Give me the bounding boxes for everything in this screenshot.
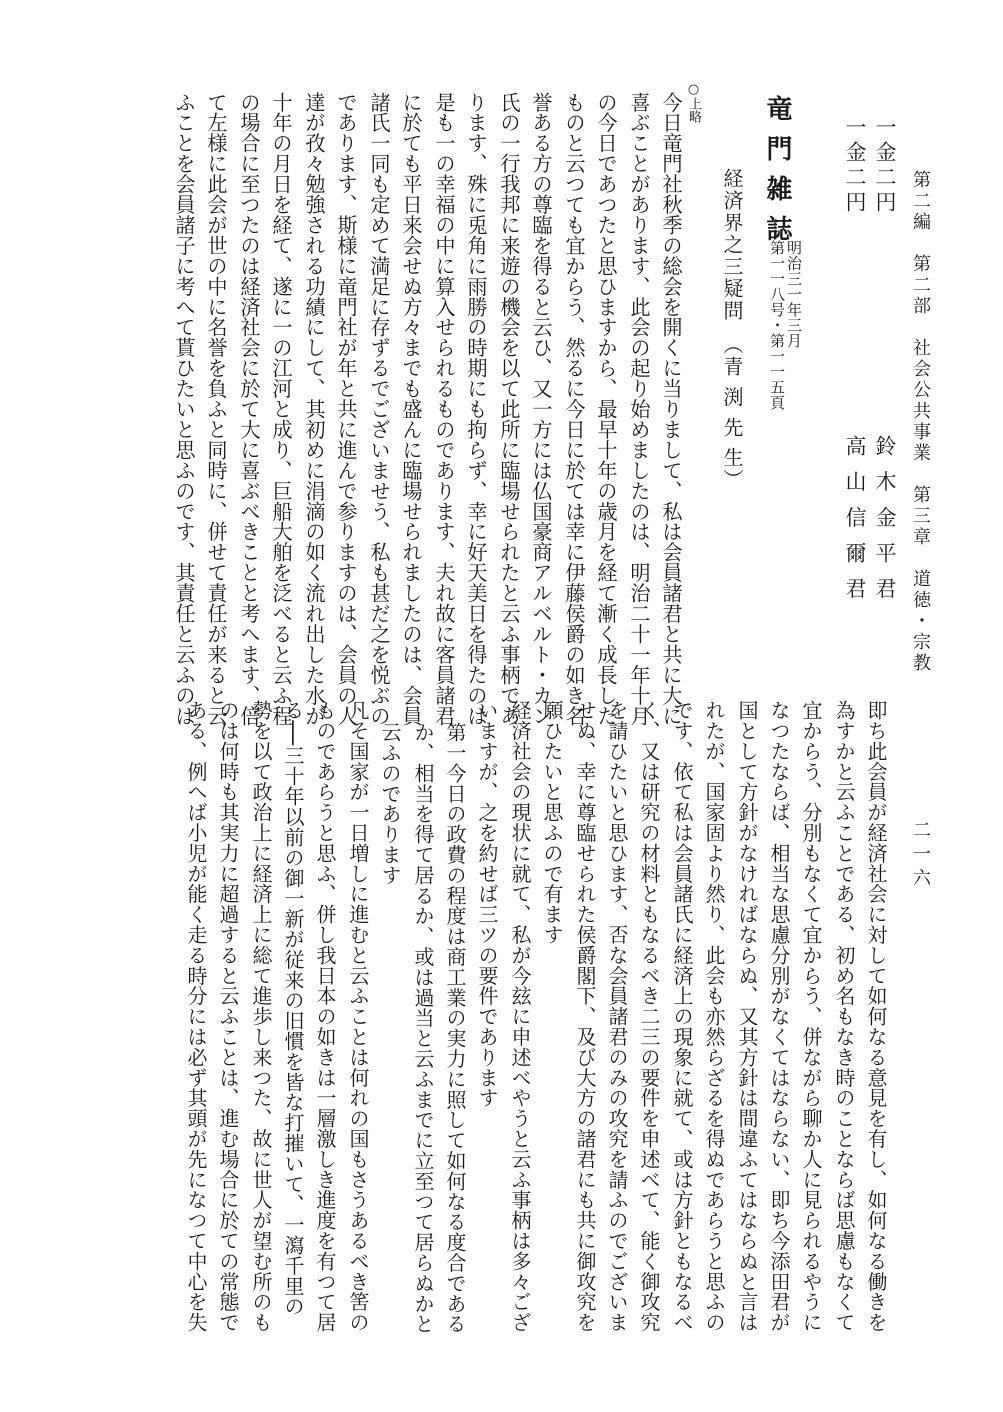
lower-column-9: を請ひたいと思ひます、否な会員諸君のみの攻究を請ふのでございま [605,700,629,1333]
upper-column-14: の場合に至つたのは経済社会に於て大に喜ぶべきことと考へます、倍 [237,92,261,726]
upper-column-3: の今日であつたと思ひますから、最早十年の歳月を経て漸く成長した [594,92,618,726]
lower-column-3: 宜からう、分別もなくて宜からう、併ながら聊か人に見られるやうに [799,700,823,1333]
upper-column-12: 達が孜々勉強される功績にして、其初めに涓滴の如く流れ出した水が [302,92,326,726]
lower-column-21: のは何時も其実力に超過すると云ふことは、進む場合に於ての常態で [216,700,240,1333]
upper-column-9: に於ても平日来会せぬ方々までも盛んに臨場せられましたのは、会員 [399,92,423,726]
upper-column-13: 十年の月日を経て、遂に一の江河と成り、巨船大舶を泛べると云ふ程 [269,92,293,726]
donation-name-1: 鈴 木 金 平 君 [873,435,897,603]
upper-column-5: 誉ある方の尊臨を得ると云ひ、又一方には仏国豪商アルベルト・カン [529,92,553,726]
lower-column-4: なつたならば、相当な思慮分別がなくてはならない、即ち今添田君が [767,700,791,1333]
donation-amount-2: 一金二円 [843,116,867,216]
donation-amount-1: 一金二円 [873,116,897,216]
upper-column-2: 喜ぶことがあります、此会の起り始めましたのは、明治二十一年十月 [627,92,651,726]
upper-column-8: 是も一の幸福の中に算入せられるものであります、夫れ故に客員諸君 [432,92,456,726]
citation-issue: 第一一八号・第一一五頁 [768,240,786,411]
lower-column-15: か、相当を得て居るか、或は過当と云ふまでに立至つて居らぬかと [411,722,435,1334]
citation-date: 明治三一年三月 [785,240,803,349]
page-number: 二一六 [910,820,931,892]
lower-column-1: 即ち此会員が経済社会に対して如何なる意見を有し、如何なる働きを [864,700,888,1333]
lower-column-7: です、依て私は会員諸氏に経済上の現象に就て、或は方針ともなるべ [670,700,694,1333]
upper-column-4: ものと云つても宜からう、然るに今日に於ては幸に伊藤侯爵の如き名 [562,92,586,726]
upper-column-16: ふことを会員諸子に考へて貰ひたいと思ふのです、其責任と云ふのは [172,92,196,726]
lower-column-11: 願ひたいと思ふので有ます [540,700,564,945]
lower-column-22: ある、例へば小児が能く走る時分には必ず其頭が先になつて中心を失 [184,700,208,1333]
journal-title: 竜門雑誌 [762,95,792,255]
lower-column-2: 為すかと云ふことである、初め名もなき時のことならば思慮もなくて [832,700,856,1333]
lower-column-16: 云ふのであります [378,722,402,886]
upper-column-1: 今日竜門社秋季の総会を開くに当りまして、私は会員諸君と共に大に [659,92,683,726]
omission-mark: ○上略 [686,82,701,123]
upper-column-11: であります、斯様に竜門社が年と共に進んで参りますのは、会員の人 [334,92,358,726]
donation-name-2: 高 山 信 爾 君 [843,435,867,603]
upper-column-10: 諸氏一同も定めて満足に存ずるでございませう、私も甚だ之を悦ぶの [367,92,391,726]
lower-column-18: ものであらうと思ふ、併し我日本の如きは一層激しき進度を有つて居 [313,700,337,1333]
lower-column-14: 第一今日の政費の程度は商工業の実力に照して如何なる度合である [443,722,467,1334]
lower-column-5: 国として方針がなければならぬ、又其方針は間違ふてはならぬと言は [735,700,759,1333]
upper-column-7: ります、殊に兎角に雨勝の時期にも拘らず、幸に好天美日を得たのは [464,92,488,726]
lower-column-8: く、又は研究の材料ともなるべき二三の要件を申述べて、能く御攻究 [637,700,661,1333]
upper-column-6: 氏の一行我邦に来遊の機会を以て此所に臨場せられたと云ふ事柄であ [497,92,521,726]
lower-column-20: 勢を以て政治上に経済上に総て進歩し来つた、故に世人が望む所のも [249,700,273,1333]
lower-column-13: いますが、之を約せば三ツの要件であります [475,700,499,1108]
lower-column-17: 凡そ国家が一日増しに進むと云ふことは何れの国もさうあるべき筈の [346,700,370,1333]
lower-column-19: る──三十年以前の御一新が従来の旧慣を皆な打摧いて、一瀉千里の [281,700,305,1317]
lower-column-12: 経済社会の現状に就て、私が今玆に申述べやうと云ふ事柄は多々ござ [508,700,532,1333]
running-header: 第二編 第二部 社会公共事業 第三章 道徳・宗教 [910,170,931,674]
article-subtitle: 経済界之三疑問 （青 渕 先 生） [720,168,744,492]
upper-column-15: て左様に此会が世の中に名誉を負ふと同時に、併せて責任が来ると云 [204,92,228,726]
lower-column-10: せぬ、幸に尊臨せられた侯爵閣下、及び大方の諸君にも共に御攻究を [573,700,597,1333]
lower-column-6: れたが、国家固より然り、此会も亦然らざるを得ぬであらうと思ふの [702,700,726,1333]
